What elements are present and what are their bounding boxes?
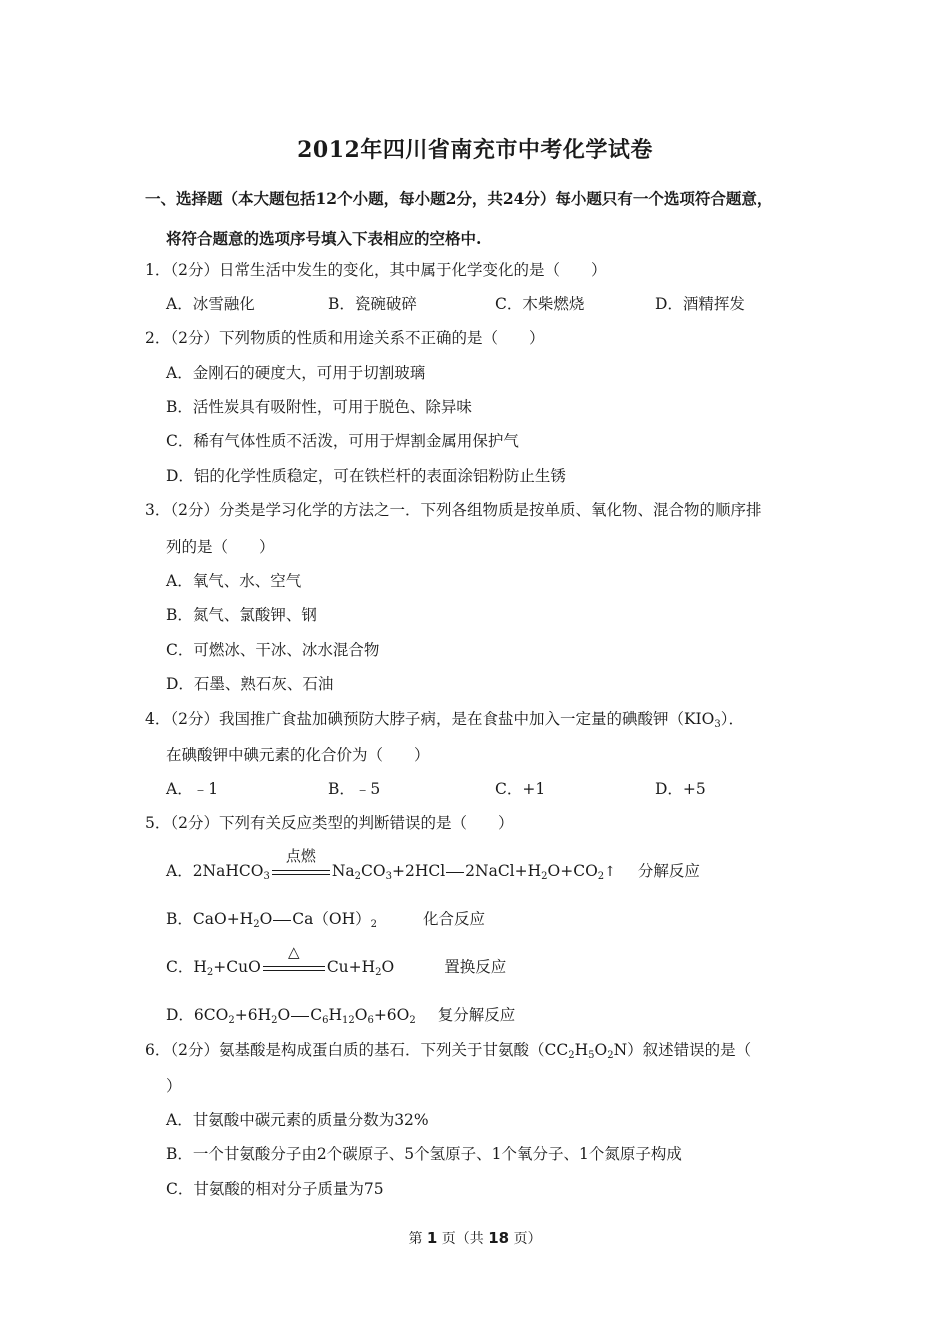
q4-stem-end: ）． <box>720 710 745 728</box>
question-6-stem-line1: 6．（2分）氨基酸是构成蛋白质的基石．下列关于甘氨酸$(CC_2H_5O_2N)$叙述错误的是（ <box>145 1041 752 1061</box>
question-4-stem-line1 <box>145 709 744 729</box>
question-6-option-c: C．甘氨酸的相对分子质量为75 <box>166 1180 384 1198</box>
question-2-stem: 2．（2分）下列物质的性质和用途关系不正确的是（ ） <box>145 329 545 347</box>
question-3-option-a: A．氧气、水、空气 <box>166 572 302 590</box>
question-1-option-b: B．瓷碗破碎 <box>328 295 417 313</box>
q4-stem-text: 4．（2分）我国推广食盐加碘预防大脖子病，是在食盐中加入一定量的碘酸钾（KIO <box>145 710 715 728</box>
question-3-option-b: B．氮气、氯酸钾、钢 <box>166 606 317 624</box>
q5a-condition: 点燃 <box>285 847 316 865</box>
section-heading-line2: 将符合题意的选项序号填入下表相应的空格中. <box>166 229 482 248</box>
question-4-option-d: D．+5 <box>655 780 706 798</box>
question-6-option-a: A．甘氨酸中碳元素的质量分数为32% <box>166 1111 429 1129</box>
footer-page-number: 1 <box>426 1229 438 1247</box>
footer-post: 页） <box>513 1231 542 1247</box>
q5d-label: D．6CO <box>166 1006 229 1024</box>
question-2-option-a: A．金刚石的硬度大，可用于切割玻璃 <box>166 364 426 382</box>
footer-pre: 第 <box>408 1231 423 1247</box>
q5b-reaction-type: 化合反应 <box>423 910 486 928</box>
q5b-reaction-dash <box>273 920 291 921</box>
gas-arrow-icon: ↑ <box>604 864 616 880</box>
question-6-stem-line2: ） <box>166 1077 182 1095</box>
q5a-reaction-type: 分解反应 <box>637 862 700 880</box>
question-1-option-d: D．酒精挥发 <box>655 295 745 313</box>
question-2-option-c: C．稀有气体性质不活泼，可用于焊割金属用保护气 <box>166 432 519 450</box>
q5c-reaction-type: 置换反应 <box>444 958 507 976</box>
q5d-reaction-dash <box>291 1016 309 1017</box>
q5c-condition-equals <box>261 943 327 978</box>
question-4-option-a: A．﹣1 <box>166 780 219 798</box>
q5d-reaction-type: 复分解反应 <box>437 1006 516 1024</box>
section-heading-line1: 一、选择题（本大题包括12个小题，每小题2分，共24分）每小题只有一个选项符合题意， <box>145 189 773 208</box>
question-3-option-c: C．可燃冰、干冰、冰水混合物 <box>166 641 380 659</box>
page-title: 2012年四川省南充市中考化学试卷 <box>297 137 653 163</box>
question-3-stem-line1: 3．（2分）分类是学习化学的方法之一．下列各组物质是按单质、氧化物、混合物的顺序排 <box>145 501 762 519</box>
footer-total-pages: 18 <box>488 1229 510 1247</box>
q6-stem-text: 6．（2分）氨基酸是构成蛋白质的基石．下列关于甘氨酸（C <box>145 1041 557 1059</box>
question-5-option-a: A．2NaHCO$_3$ 点燃 $Na_2CO_3+2HCl$ $2NaCl+H_2O+CO_2↑$ 分解反应 <box>166 847 700 882</box>
question-4-stem-line2: 在碘酸钾中碘元素的化合价为（ ） <box>166 746 430 764</box>
question-5-option-c: C．$H_2+CuO$ △ $Cu+H_2O$ 置换反应 <box>166 943 507 978</box>
q5a-reaction-dash <box>446 872 464 873</box>
question-2-option-d: D．铝的化学性质稳定，可在铁栏杆的表面涂铝粉防止生锈 <box>166 467 566 485</box>
question-5-stem: 5．（2分）下列有关反应类型的判断错误的是（ ） <box>145 814 514 832</box>
question-6-option-b: B．一个甘氨酸分子由2个碳原子、5个氢原子、1个氧分子、1个氮原子构成 <box>166 1145 682 1163</box>
page-footer <box>0 1228 950 1248</box>
q5a-condition-equals <box>270 847 332 882</box>
q5a-sub: 3 <box>263 871 270 882</box>
footer-mid: 页（共 <box>441 1231 484 1247</box>
question-4-option-b: B．﹣5 <box>328 780 381 798</box>
heat-triangle-icon: △ <box>288 943 300 961</box>
question-3-stem-line2: 列的是（ ） <box>166 538 275 556</box>
question-4-option-c: C．+1 <box>495 780 546 798</box>
question-1-option-c: C．木柴燃烧 <box>495 295 585 313</box>
question-5-option-b: B．$CaO+H_2O$ $Ca(OH)_2$ 化合反应 <box>166 910 486 930</box>
q6-stem-end: N）叙述错误的是（ <box>613 1041 752 1059</box>
q5c-label: C．H <box>166 958 207 976</box>
question-3-option-d: D．石墨、熟石灰、石油 <box>166 675 334 693</box>
q5a-label: A．2NaHCO <box>166 862 264 880</box>
question-2-option-b: B．活性炭具有吸附性，可用于脱色、除异味 <box>166 398 472 416</box>
question-1-option-a: A．冰雪融化 <box>166 295 255 313</box>
question-1-stem: 1．（2分）日常生活中发生的变化，其中属于化学变化的是（ ） <box>145 261 607 279</box>
q4-subscript: 3 <box>714 719 721 730</box>
question-5-option-d: D．$6CO_2+6H_2O$ $C_6H_{12}O_6+6O_2$ 复分解反应 <box>166 1006 516 1026</box>
q5b-label: B．CaO+H <box>166 910 254 928</box>
